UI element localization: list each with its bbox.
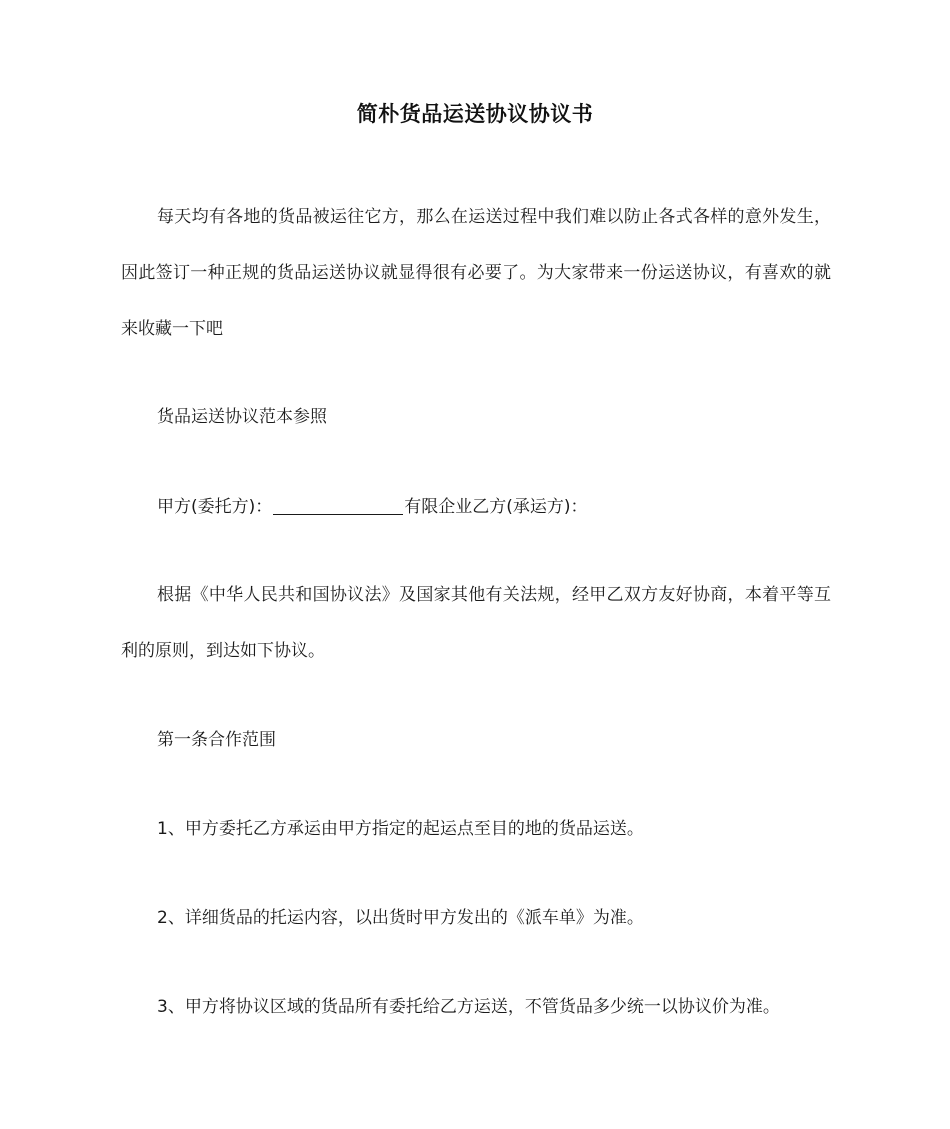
intro-paragraph: 每天均有各地的货品被运往它方，那么在运送过程中我们难以防止各式各样的意外发生，因此签订一种正规的货品运送协议就显得很有必要了。为大家带来一份运送协议，有喜欢的就来收藏一下吧 xyxy=(121,207,831,339)
clause-item: 3、甲方将协议区域的货品所有委托给乙方运送，不管货品多少统一以协议价为准。 xyxy=(157,997,780,1017)
fill-in-blank xyxy=(273,513,403,515)
subheading: 货品运送协议范本参照 xyxy=(157,407,327,427)
party-a-label: 甲方(委托方)： xyxy=(157,497,273,517)
document-title: 简朴货品运送协议协议书 xyxy=(356,102,594,126)
preamble-paragraph: 根据《中华人民共和国协议法》及国家其他有关法规，经甲乙双方友好协商，本着平等互利的原则，到达如下协议。 xyxy=(121,585,831,661)
clause-item: 1、甲方委托乙方承运由甲方指定的起运点至目的地的货品运送。 xyxy=(157,819,644,839)
article-heading: 第一条合作范围 xyxy=(157,730,276,750)
clause-item: 2、详细货品的托运内容，以出货时甲方发出的《派车单》为准。 xyxy=(157,908,644,928)
party-line xyxy=(121,479,831,535)
party-a-suffix: 有限企业乙方(承运方)： xyxy=(404,497,588,517)
